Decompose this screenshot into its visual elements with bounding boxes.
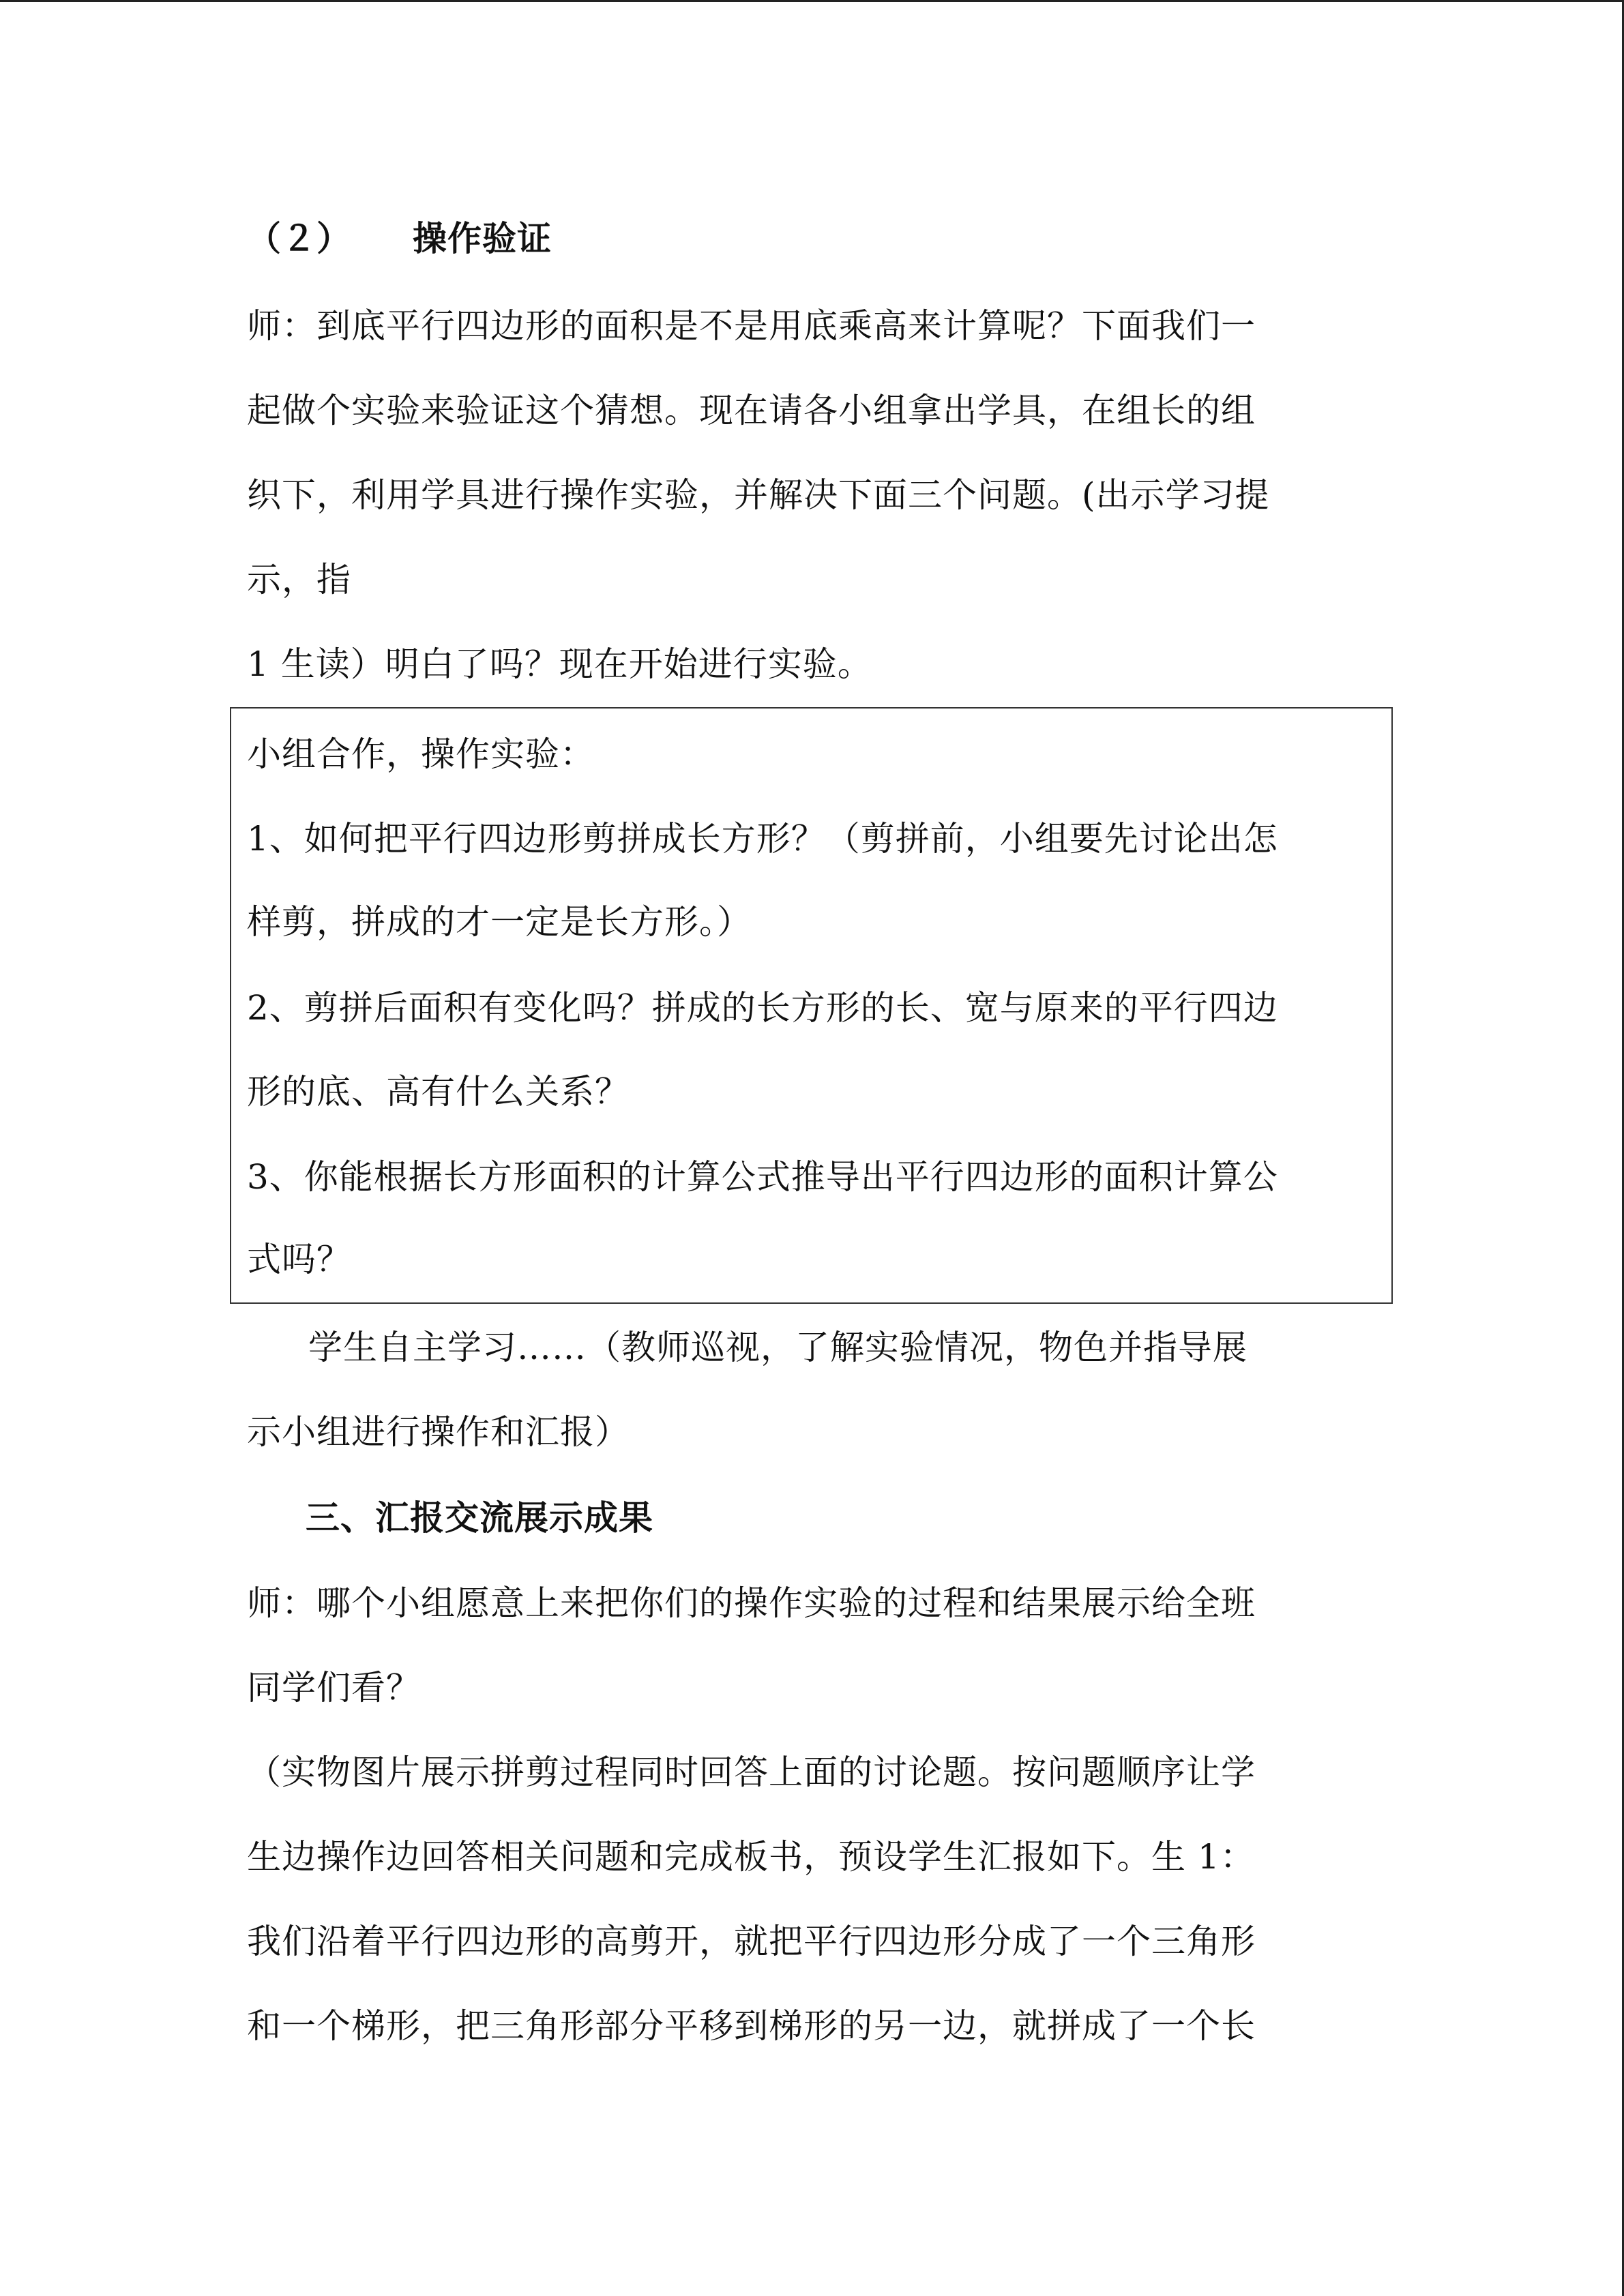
teacher-intro-line-4: 示，指 xyxy=(247,560,351,599)
section-2-title: 操作验证 xyxy=(413,218,552,258)
task-item-3-line-1: 3、你能根据长方形面积的计算公式推导出平行四边形的面积计算公 xyxy=(247,1157,1278,1197)
task-item-1-line-2: 样剪，拼成的才一定是长方形。） xyxy=(247,902,752,942)
report-line-2: 同学们看？ xyxy=(247,1668,421,1708)
report-line-3: （实物图片展示拼剪过程同时回答上面的讨论题。按问题顺序让学 xyxy=(247,1753,1256,1792)
report-line-5: 我们沿着平行四边形的高剪开，就把平行四边形分成了一个三角形 xyxy=(247,1922,1256,1961)
page-top-border xyxy=(0,0,1624,2)
task-item-1-line-1: 1、如何把平行四边形剪拼成长方形？（剪拼前，小组要先讨论出怎 xyxy=(247,819,1278,859)
self-study-line-1: 学生自主学习……（教师巡视，了解实验情况，物色并指导展 xyxy=(308,1328,1247,1367)
section-3-heading: 三、汇报交流展示成果 xyxy=(306,1497,653,1538)
report-line-1: 师：哪个小组愿意上来把你们的操作实验的过程和结果展示给全班 xyxy=(247,1583,1256,1623)
task-item-3-line-2: 式吗？ xyxy=(247,1240,351,1279)
teacher-intro-line-1: 师：到底平行四边形的面积是不是用底乘高来计算呢？下面我们一 xyxy=(247,306,1256,346)
teacher-intro-line-2: 起做个实验来验证这个猜想。现在请各小组拿出学具，在组长的组 xyxy=(247,391,1256,430)
self-study-line-2: 示小组进行操作和汇报） xyxy=(247,1412,630,1452)
task-item-2-line-2: 形的底、高有什么关系？ xyxy=(247,1072,630,1112)
task-box-intro: 小组合作，操作实验： xyxy=(247,734,595,774)
task-item-2-line-1: 2、剪拼后面积有变化吗？拼成的长方形的长、宽与原来的平行四边 xyxy=(247,988,1278,1028)
section-2-number: （２） xyxy=(247,218,351,258)
report-line-6: 和一个梯形，把三角形部分平移到梯形的另一边，就拼成了一个长 xyxy=(247,2006,1256,2046)
teacher-intro-line-3: 织下，利用学具进行操作实验，并解决下面三个问题。(出示学习提 xyxy=(247,475,1270,515)
teacher-intro-line-5: 1 生读）明白了吗？现在开始进行实验。 xyxy=(247,644,872,684)
section-2-heading xyxy=(247,218,552,259)
report-line-4: 生边操作边回答相关问题和完成板书，预设学生汇报如下。生 1： xyxy=(247,1837,1255,1877)
